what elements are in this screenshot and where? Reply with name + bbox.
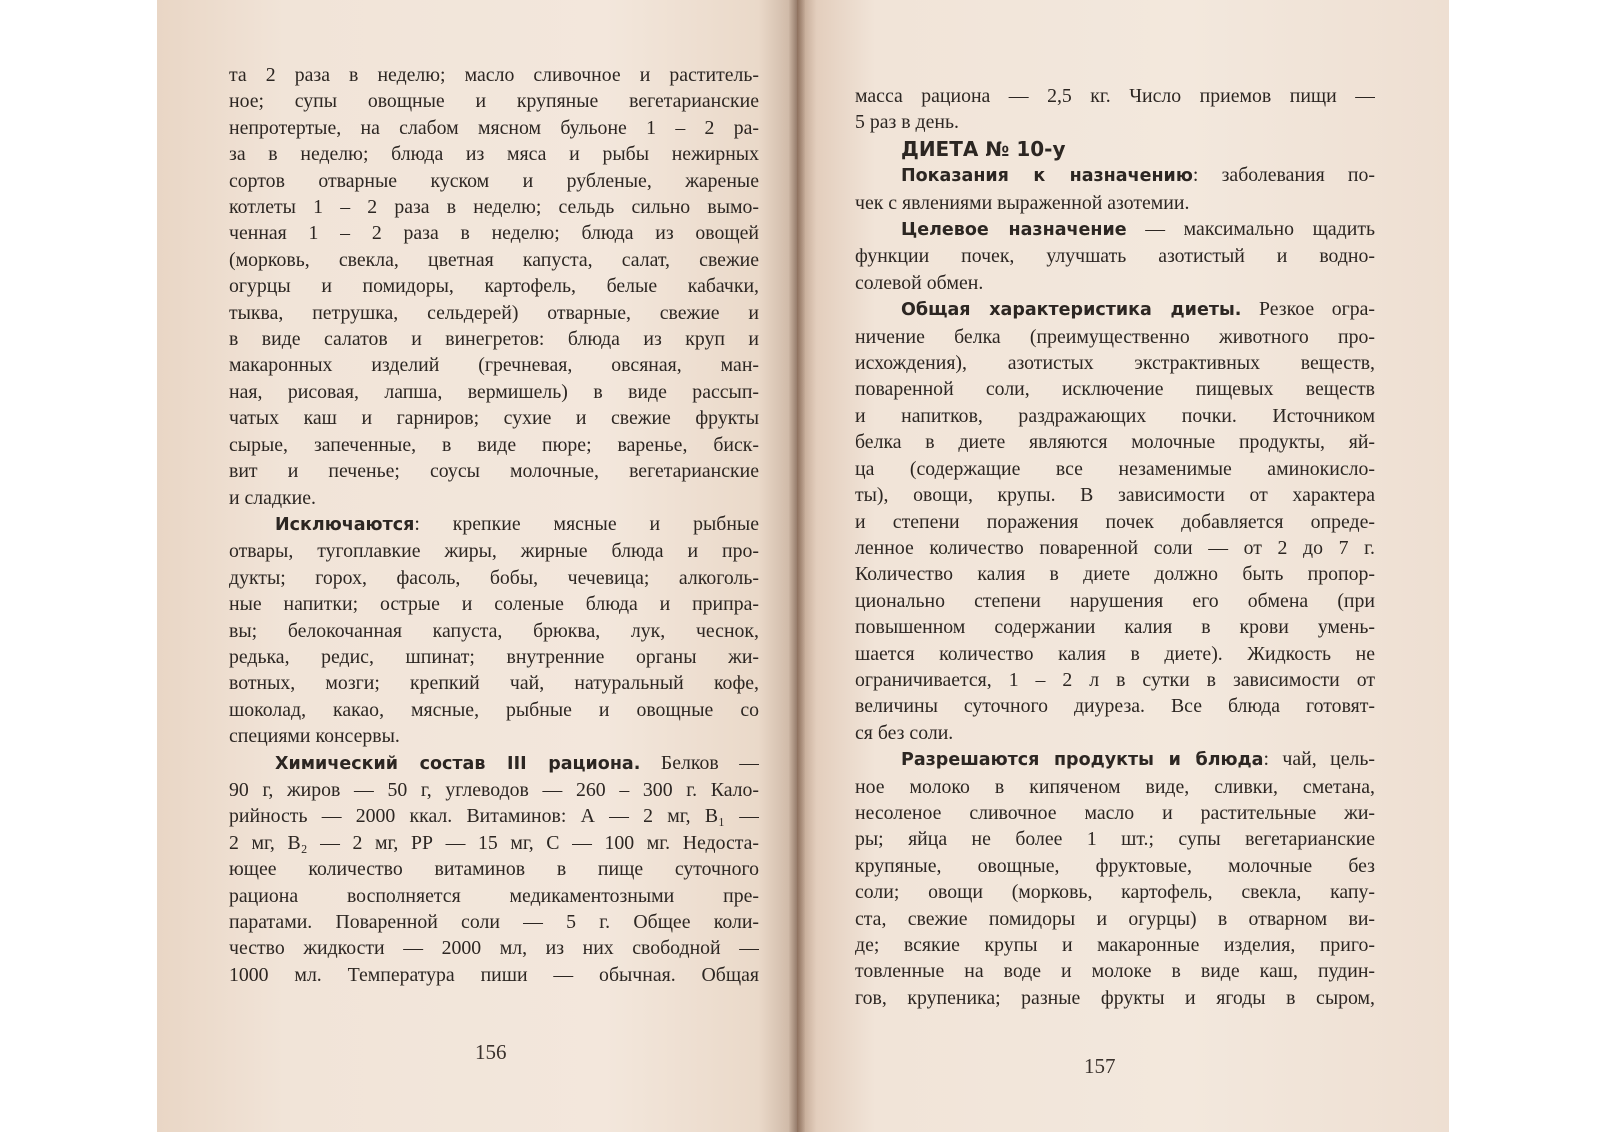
chem-first-text: Белков — — [640, 751, 759, 774]
right-page — [797, 0, 1449, 1132]
diet-title: ДИЕТА № 10-у — [901, 136, 1066, 161]
text-line: сырые, запеченные, в виде пюре; варенье, биск- — [229, 433, 759, 456]
text-line: сортов отварные куском и рубленые, жареные — [229, 169, 759, 192]
text-line: вы; белокочанная капуста, брюква, лук, чеснок, — [229, 619, 759, 642]
text-line: де; всякие крупы и макаронные изделия, приго- — [855, 934, 1375, 956]
text-line: солевой обмен. — [855, 271, 984, 294]
text-line: белка в диете являются молочные продукты, яй- — [855, 431, 1375, 454]
chem-heading: Химический состав III рациона. — [275, 753, 641, 774]
text-line: редька, редис, шпинат; внутренние органы жи- — [229, 645, 759, 668]
text-line: рийность — 2000 ккал. Витаминов: А — 2 мг, В₁ — — [229, 805, 759, 828]
text-line: непротертые, на слабом мясном бульоне 1 – 2 ра- — [229, 116, 759, 139]
text-line: та 2 раза в неделю; масло сливочное и раститель- — [229, 64, 759, 86]
text-line: ные напитки; острые и соленые блюда и припра- — [229, 593, 759, 616]
excluded-paragraph-first-line — [229, 511, 759, 538]
excluded-first-text: : крепкие мясные и рыбные — [414, 512, 759, 535]
text-line: огурцы и помидоры, картофель, белые кабачки, — [229, 275, 759, 298]
text-line: 1000 мл. Температура пиши — обычная. Общая — [229, 963, 759, 986]
text-line: соли; овощи (морковь, картофель, свекла, капу- — [855, 881, 1375, 904]
text-line: и сладкие. — [229, 486, 316, 509]
text-line: величины суточного диуреза. Все блюда готовят- — [855, 695, 1375, 718]
text-line: котлеты 1 – 2 раза в неделю; сельдь сильно вымо- — [229, 196, 759, 219]
text-line: паратами. Поваренной соли — 5 г. Общее коли- — [229, 911, 759, 933]
text-line: ца (содержащие все незаменимые аминокисло- — [855, 457, 1375, 480]
text-line: рациона восполняется медикаментозными пре- — [229, 884, 759, 907]
text-line: дукты; горох, фасоль, бобы, чечевица; алкоголь- — [229, 566, 759, 589]
text-line: ная, рисовая, лапша, вермишель) в виде рассып- — [229, 380, 759, 403]
text-line: отвары, тугоплавкие жиры, жирные блюда и про- — [229, 540, 759, 563]
text-line: чество жидкости — 2000 мл, из них свободной — — [229, 937, 759, 960]
text-line: чатых каш и гарниров; сухие и свежие фрукты — [229, 407, 759, 430]
text-line: тыква, петрушка, сельдерей) отварные, свежие и — [229, 301, 759, 324]
text-line: масса рациона — 2,5 кг. Число приемов пищи — — [855, 85, 1375, 107]
page-number-left: 156 — [475, 1040, 507, 1064]
text-line: ты), овощи, крупы. В зависимости от характера — [855, 484, 1375, 507]
text-line: ограничивается, 1 – 2 л в сутки в зависимости от — [855, 668, 1375, 691]
text-line: за в неделю; блюда из мяса и рыбы нежирных — [229, 143, 759, 166]
text-line: ленное количество поваренной соли — от 2 до 7 г. — [855, 536, 1375, 559]
text-line: (морковь, свекла, цветная капуста, салат, свежие — [229, 248, 759, 271]
text-line: гов, крупеника; разные фрукты и ягоды в сыром, — [855, 986, 1375, 1009]
indications-first-text: : заболевания по- — [1192, 164, 1375, 187]
page-number-right: 157 — [1084, 1054, 1116, 1078]
chem-paragraph-first-line — [229, 750, 759, 777]
book-gutter-shadow — [789, 0, 805, 1132]
text-line: ры; яйца не более 1 шт.; супы вегетарианские — [855, 828, 1375, 851]
text-line: шоколад, какао, мясные, рыбные и овощные со — [229, 698, 759, 721]
general-first-line — [855, 296, 1375, 323]
general-first-text: Резкое огра- — [1241, 298, 1375, 321]
text-line: ся без соли. — [855, 721, 954, 744]
indications-heading: Показания к назначению — [901, 166, 1193, 187]
text-line: повышенном содержании калия в крови умень- — [855, 616, 1375, 639]
left-page — [157, 0, 797, 1132]
indications-first-line — [855, 162, 1375, 189]
text-line: вит и печенье; соусы молочные, вегетарианские — [229, 460, 759, 483]
text-line: специями консервы. — [229, 725, 400, 748]
left-page-text — [229, 62, 759, 988]
text-line: ющее количество витаминов в пище суточного — [229, 858, 759, 881]
purpose-heading: Целевое назначение — [901, 220, 1127, 241]
text-line: 2 мг, В₂ — 2 мг, РР — 15 мг, С — 100 мг. Недоста- — [229, 831, 759, 854]
text-line: макаронных изделий (гречневая, овсяная, ман- — [229, 354, 759, 377]
allowed-heading: Разрешаются продукты и блюда — [901, 750, 1264, 771]
excluded-heading: Исключаются — [275, 514, 415, 535]
text-line: ничение белка (преимущественно животного про- — [855, 325, 1375, 348]
text-line: 5 раз в день. — [855, 111, 959, 134]
allowed-first-line — [855, 746, 1375, 773]
text-line: ционально степени нарушения его обмена (при — [855, 589, 1375, 612]
purpose-first-line — [855, 216, 1375, 243]
text-line: чек с явлениями выраженной азотемии. — [855, 191, 1190, 214]
text-line: ченная 1 – 2 раза в неделю; блюда из овощей — [229, 222, 759, 245]
text-line: вотных, мозги; крепкий чай, натуральный кофе, — [229, 672, 759, 695]
text-line: и напитков, раздражающих почки. Источником — [855, 404, 1375, 427]
text-line: ное; супы овощные и крупяные вегетарианские — [229, 90, 759, 113]
text-line: крупяные, овощные, фруктовые, молочные без — [855, 854, 1375, 877]
text-line: ное молоко в кипяченом виде, сливки, сметана, — [855, 775, 1375, 798]
text-line: и степени поражения почек добавляется опреде- — [855, 510, 1375, 533]
right-page-text — [855, 83, 1375, 1011]
text-line: функции почек, улучшать азотистый и водно- — [855, 245, 1375, 268]
text-line: 90 г, жиров — 50 г, углеводов — 260 – 300 г. Кало- — [229, 778, 759, 801]
allowed-first-text: : чай, цель- — [1263, 748, 1375, 771]
text-line: шается количество калия в диете). Жидкость не — [855, 642, 1375, 665]
book-spread-scan — [157, 0, 1449, 1132]
text-line: исхождения), азотистых экстрактивных веществ, — [855, 352, 1375, 375]
purpose-first-text: — максимально щадить — [1126, 218, 1375, 241]
text-line: Количество калия в диете должно быть пропор- — [855, 563, 1375, 586]
text-line: товленные на воде и молоке в виде каш, пудин- — [855, 960, 1375, 983]
text-line: поваренной соли, исключение пищевых веществ — [855, 378, 1375, 401]
text-line: несоленое сливочное масло и растительные жи- — [855, 801, 1375, 824]
text-line: ста, свежие помидоры и огурцы) в отварном ви- — [855, 907, 1375, 930]
general-heading: Общая характеристика диеты. — [901, 300, 1242, 321]
text-line: в виде салатов и винегретов: блюда из круп и — [229, 328, 759, 351]
